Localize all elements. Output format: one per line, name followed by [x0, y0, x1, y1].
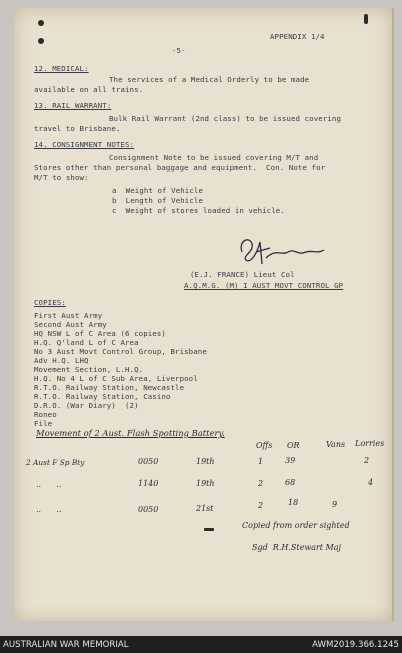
footer-reference: AWM2019.366.1245	[312, 640, 399, 650]
list-item: b Length of Vehicle	[112, 196, 203, 205]
copies-item: H.Q. Q'land L of C Area	[34, 338, 139, 347]
section-heading: 13. RAIL WARRANT:	[34, 101, 112, 110]
column-header: Offs	[256, 441, 273, 450]
copies-item: H.Q. No 4 L of C Sub Area, Liverpool	[34, 374, 198, 383]
row-time: 1140	[138, 479, 159, 488]
handwritten-title: Movement of 2 Aust. Flash Spotting Battery.	[36, 428, 225, 438]
row-time: 0050	[138, 505, 159, 514]
copies-item: R.T.O. Railway Station, Newcastle	[34, 383, 185, 392]
column-header: OR	[287, 441, 300, 450]
section-text: Consignment Note to be issued covering M/T and	[109, 153, 319, 162]
handwritten-note: Sgd R.H.Stewart Maj	[252, 543, 341, 552]
staple-mark	[38, 20, 44, 26]
section-text: M/T to show:	[34, 173, 89, 182]
row-date: 19th	[196, 479, 215, 488]
section-text: travel to Brisbane.	[34, 124, 121, 133]
footer-credit: AUSTRALIAN WAR MEMORIAL	[3, 640, 129, 650]
signatory-title: A.Q.M.G. (M) I AUST MOVT CONTROL GP	[184, 281, 344, 290]
row-unit: 2 Aust F Sp Bty	[26, 458, 85, 467]
footer-bar	[0, 636, 402, 653]
document-page	[14, 8, 394, 621]
row-vans: 9	[332, 500, 338, 509]
row-time: 0050	[138, 457, 159, 466]
section-text: Bulk Rail Warrant (2nd class) to be issued covering	[109, 114, 342, 123]
list-item: a Weight of Vehicle	[112, 186, 203, 195]
section-text: available on all trains.	[34, 85, 144, 94]
row-unit: .. ..	[36, 505, 62, 514]
staple-mark	[38, 38, 44, 44]
appendix-label: APPENDIX 1/4	[270, 32, 325, 41]
column-header: Lorries	[355, 439, 385, 448]
row-date: 19th	[196, 457, 215, 466]
copies-item: First Aust Army	[34, 311, 103, 320]
row-offs: 2	[258, 479, 264, 488]
section-text: The services of a Medical Orderly to be made	[109, 75, 310, 84]
copies-item: Movement Section, L.H.Q.	[34, 365, 144, 374]
section-text: Stores other than personal baggage and equipment. Con. Note for	[34, 163, 326, 172]
handwritten-note: Copied from order sighted	[242, 521, 350, 530]
copies-item: Second Aust Army	[34, 320, 107, 329]
page-number: -5-	[172, 46, 186, 55]
copies-item: D.R.O. (War Diary) (2)	[34, 401, 139, 410]
ink-mark	[204, 528, 214, 531]
row-unit: .. ..	[36, 480, 62, 489]
signature-scribble	[236, 230, 326, 270]
copies-item: HQ NSW L of C Area (6 copies)	[34, 329, 166, 338]
row-date: 21st	[196, 504, 214, 513]
row-offs: 2	[258, 501, 264, 510]
list-item: c Weight of stores loaded in vehicle.	[112, 206, 285, 215]
section-heading: 12. MEDICAL:	[34, 64, 89, 73]
row-offs: 1	[258, 457, 264, 466]
column-header: Vans	[326, 440, 346, 449]
row-or: 68	[285, 478, 296, 487]
section-heading: 14. CONSIGNMENT NOTES:	[34, 140, 135, 149]
copies-item: Roneo	[34, 410, 57, 419]
signatory-name: (E.J. FRANCE) Lieut Col	[190, 270, 295, 279]
row-or: 18	[288, 498, 299, 507]
staple-mark	[364, 14, 368, 24]
copies-item: Adv H.Q. LHQ	[34, 356, 89, 365]
row-lorries: 2	[364, 456, 370, 465]
row-or: 39	[285, 456, 296, 465]
copies-item: R.T.O. Railway Station, Casino	[34, 392, 171, 401]
row-lorries: 4	[368, 478, 374, 487]
copies-item: No 3 Aust Movt Control Group, Brisbane	[34, 347, 207, 356]
copies-heading: COPIES:	[34, 298, 66, 307]
copies-item: File	[34, 419, 53, 428]
